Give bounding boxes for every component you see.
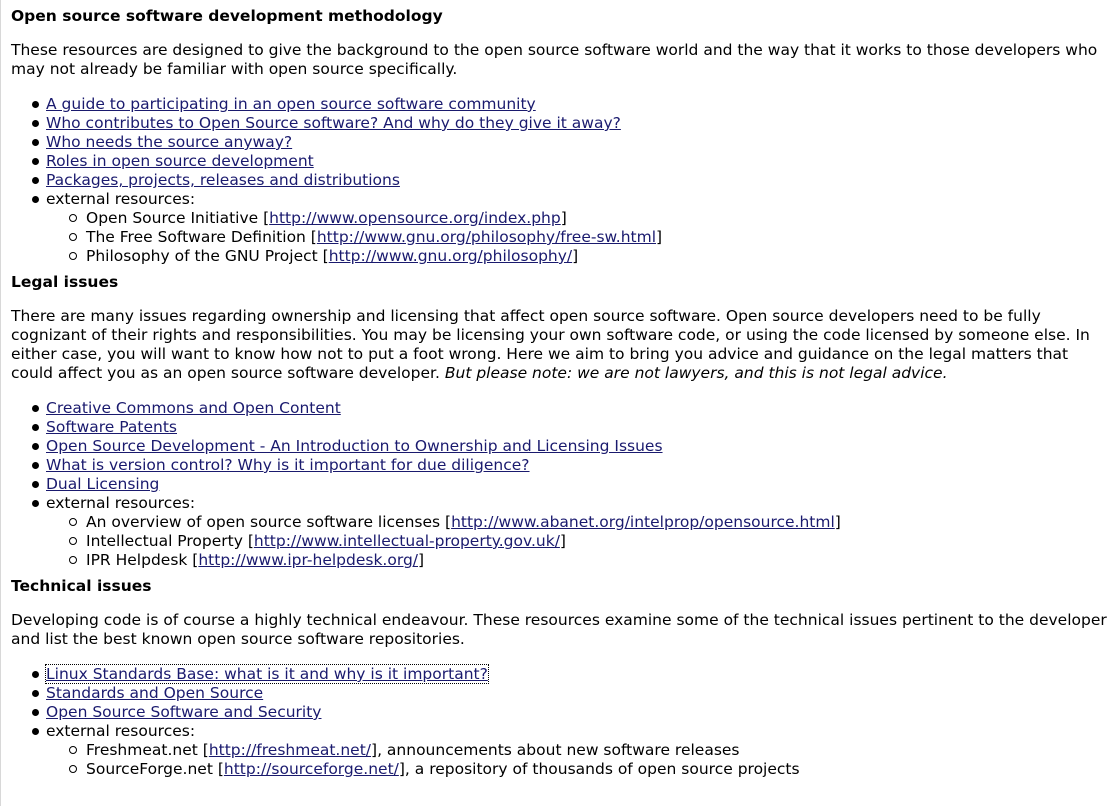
external-resources-list (46, 513, 1107, 570)
external-item-suffix: ] (560, 209, 567, 227)
link-opensource-org[interactable]: http://www.opensource.org/index.php (269, 209, 561, 227)
external-resources-label: external resources: (46, 722, 196, 740)
external-item-suffix: ] (418, 551, 425, 569)
list-item (11, 437, 1107, 456)
section-title-legal: Legal issues (11, 273, 119, 291)
external-item-suffix: ], announcements about new software releases (371, 741, 740, 759)
legal-disclaimer: But please note: we are not lawyers, and this is not legal advice. (444, 364, 948, 382)
link-sourceforge[interactable]: http://sourceforge.net/ (223, 760, 399, 778)
external-item (46, 760, 1107, 779)
external-item-suffix: ] (656, 228, 663, 246)
list-item (11, 190, 1107, 266)
link-packages-projects[interactable]: Packages, projects, releases and distributions (46, 171, 400, 189)
external-item-suffix: ] (572, 247, 579, 265)
external-item-label: Philosophy of the GNU Project [ (86, 247, 329, 265)
external-item-label: Open Source Initiative [ (86, 209, 270, 227)
external-resources-list (46, 209, 1107, 266)
legal-intro-text: There are many issues regarding ownership and licensing that affect open source software. Open source developers need to be fully cognizant of their rights and responsibilities. You may be licensing your own software code, or using the code licensed by someone else. In either case, you will want to know how not to put a foot wrong. Here we aim to bring you advice and guidance on the legal matters that could affect you as an open source software developer. (11, 307, 1090, 382)
external-item-label: An overview of open source software licenses [ (86, 513, 452, 531)
list-item (11, 399, 1107, 418)
list-item (11, 133, 1107, 152)
link-roles[interactable]: Roles in open source development (46, 152, 314, 170)
link-ownership-licensing[interactable]: Open Source Development - An Introduction to Ownership and Licensing Issues (46, 437, 663, 455)
section-title-technical: Technical issues (11, 577, 152, 595)
link-standards-open-source[interactable]: Standards and Open Source (46, 684, 264, 702)
link-software-patents[interactable]: Software Patents (46, 418, 177, 436)
external-item (46, 513, 1107, 532)
external-item (46, 228, 1107, 247)
legal-list (11, 399, 1107, 570)
external-item-label: The Free Software Definition [ (86, 228, 317, 246)
external-item-label: SourceForge.net [ (86, 760, 224, 778)
external-item (46, 247, 1107, 266)
external-resources-list (46, 741, 1107, 779)
external-item (46, 741, 1107, 760)
link-participating-guide[interactable]: A guide to participating in an open source software community (46, 95, 536, 113)
external-item-suffix: ] (559, 532, 566, 550)
external-item-suffix: ], a repository of thousands of open source projects (398, 760, 800, 778)
external-item-label: IPR Helpdesk [ (86, 551, 199, 569)
section-title-methodology: Open source software development methodology (11, 7, 443, 25)
external-resources-label: external resources: (46, 494, 196, 512)
list-item (11, 722, 1107, 779)
technical-list (11, 665, 1107, 779)
link-abanet[interactable]: http://www.abanet.org/intelprop/opensource.html (451, 513, 835, 531)
list-item (11, 475, 1107, 494)
list-item (11, 494, 1107, 570)
link-intellectual-property[interactable]: http://www.intellectual-property.gov.uk/ (253, 532, 560, 550)
link-who-contributes[interactable]: Who contributes to Open Source software? And why do they give it away? (46, 114, 621, 132)
methodology-list (11, 95, 1107, 266)
external-resources-label: external resources: (46, 190, 196, 208)
link-freshmeat[interactable]: http://freshmeat.net/ (208, 741, 372, 759)
external-item (46, 551, 1107, 570)
link-who-needs-source[interactable]: Who needs the source anyway? (46, 133, 293, 151)
link-ipr-helpdesk[interactable]: http://www.ipr-helpdesk.org/ (198, 551, 419, 569)
link-dual-licensing[interactable]: Dual Licensing (46, 475, 160, 493)
link-oss-security[interactable]: Open Source Software and Security (46, 703, 322, 721)
link-gnu-philosophy[interactable]: http://www.gnu.org/philosophy/ (328, 247, 573, 265)
section-intro-methodology: These resources are designed to give the background to the open source software world and the way that it works to those developers who may not already be familiar with open source specifically. (11, 41, 1098, 78)
list-item (11, 665, 1107, 684)
content (11, 7, 1107, 786)
list-item (11, 456, 1107, 475)
list-item (11, 684, 1107, 703)
list-item (11, 114, 1107, 133)
link-version-control[interactable]: What is version control? Why is it important for due diligence? (46, 456, 530, 474)
list-item (11, 152, 1107, 171)
external-item-label: Intellectual Property [ (86, 532, 254, 550)
external-item (46, 209, 1107, 228)
list-item (11, 95, 1107, 114)
link-linux-standards-base[interactable]: Linux Standards Base: what is it and why is it important? (46, 665, 488, 683)
external-item (46, 532, 1107, 551)
link-gnu-free-sw[interactable]: http://www.gnu.org/philosophy/free-sw.html (316, 228, 657, 246)
list-item (11, 418, 1107, 437)
list-item (11, 171, 1107, 190)
section-intro-technical: Developing code is of course a highly technical endeavour. These resources examine some of the technical issues pertinent to the developer and list the best known open source software repositories. (11, 611, 1107, 648)
section-intro-legal (11, 307, 1107, 383)
list-item (11, 703, 1107, 722)
link-creative-commons[interactable]: Creative Commons and Open Content (46, 399, 341, 417)
external-item-suffix: ] (834, 513, 841, 531)
external-item-label: Freshmeat.net [ (86, 741, 209, 759)
